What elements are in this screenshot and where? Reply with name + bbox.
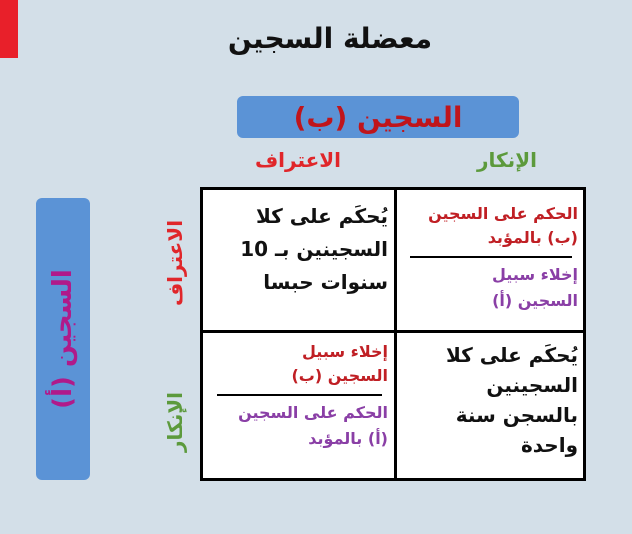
cell-line: السجينين	[486, 373, 578, 397]
cell-line: بالسجن سنة	[455, 403, 578, 427]
cell-a-confess-b-deny	[406, 202, 578, 314]
column-label-deny: الإنكار	[477, 148, 537, 172]
cell-line: (أ) بالمؤبد	[308, 429, 388, 448]
matrix-vertical-divider	[394, 190, 397, 478]
cell-line: يُحكَم على كلا	[445, 343, 578, 367]
prisoner-a-header	[36, 198, 90, 480]
cell-both-confess	[213, 200, 388, 299]
cell-both-deny	[406, 340, 578, 460]
cell-a-deny-b-confess	[213, 340, 388, 452]
payoff-matrix	[200, 187, 586, 481]
corner-tab	[0, 0, 18, 58]
cell-line: السجين (أ)	[492, 291, 578, 310]
cell-line: إخلاء سبيل	[492, 265, 578, 284]
prisoner-b-label: السجين (ب)	[293, 100, 463, 134]
cell-line: السجينين بـ 10	[240, 237, 388, 261]
prisoner-b-header	[237, 96, 519, 138]
cell-line: واحدة	[520, 433, 578, 457]
cell-line: السجين (ب)	[291, 366, 388, 385]
cell-line: سنوات حبسا	[263, 270, 388, 294]
column-label-confess: الاعتراف	[254, 148, 342, 172]
row-label-confess: الاعتراف	[163, 219, 187, 307]
row-label-deny: الإنكار	[163, 392, 187, 452]
cell-divider	[217, 394, 382, 396]
cell-line: إخلاء سبيل	[302, 342, 388, 361]
cell-line: الحكم على السجين	[428, 204, 578, 223]
cell-line: يُحكَم على كلا	[255, 204, 388, 228]
cell-line: الحكم على السجين	[238, 403, 388, 422]
page-title: معضلة السجين	[227, 22, 433, 55]
cell-divider	[410, 256, 572, 258]
cell-line: (ب) بالمؤبد	[487, 228, 578, 247]
matrix-horizontal-divider	[203, 330, 583, 333]
prisoner-a-label: السجين (أ)	[48, 269, 78, 409]
